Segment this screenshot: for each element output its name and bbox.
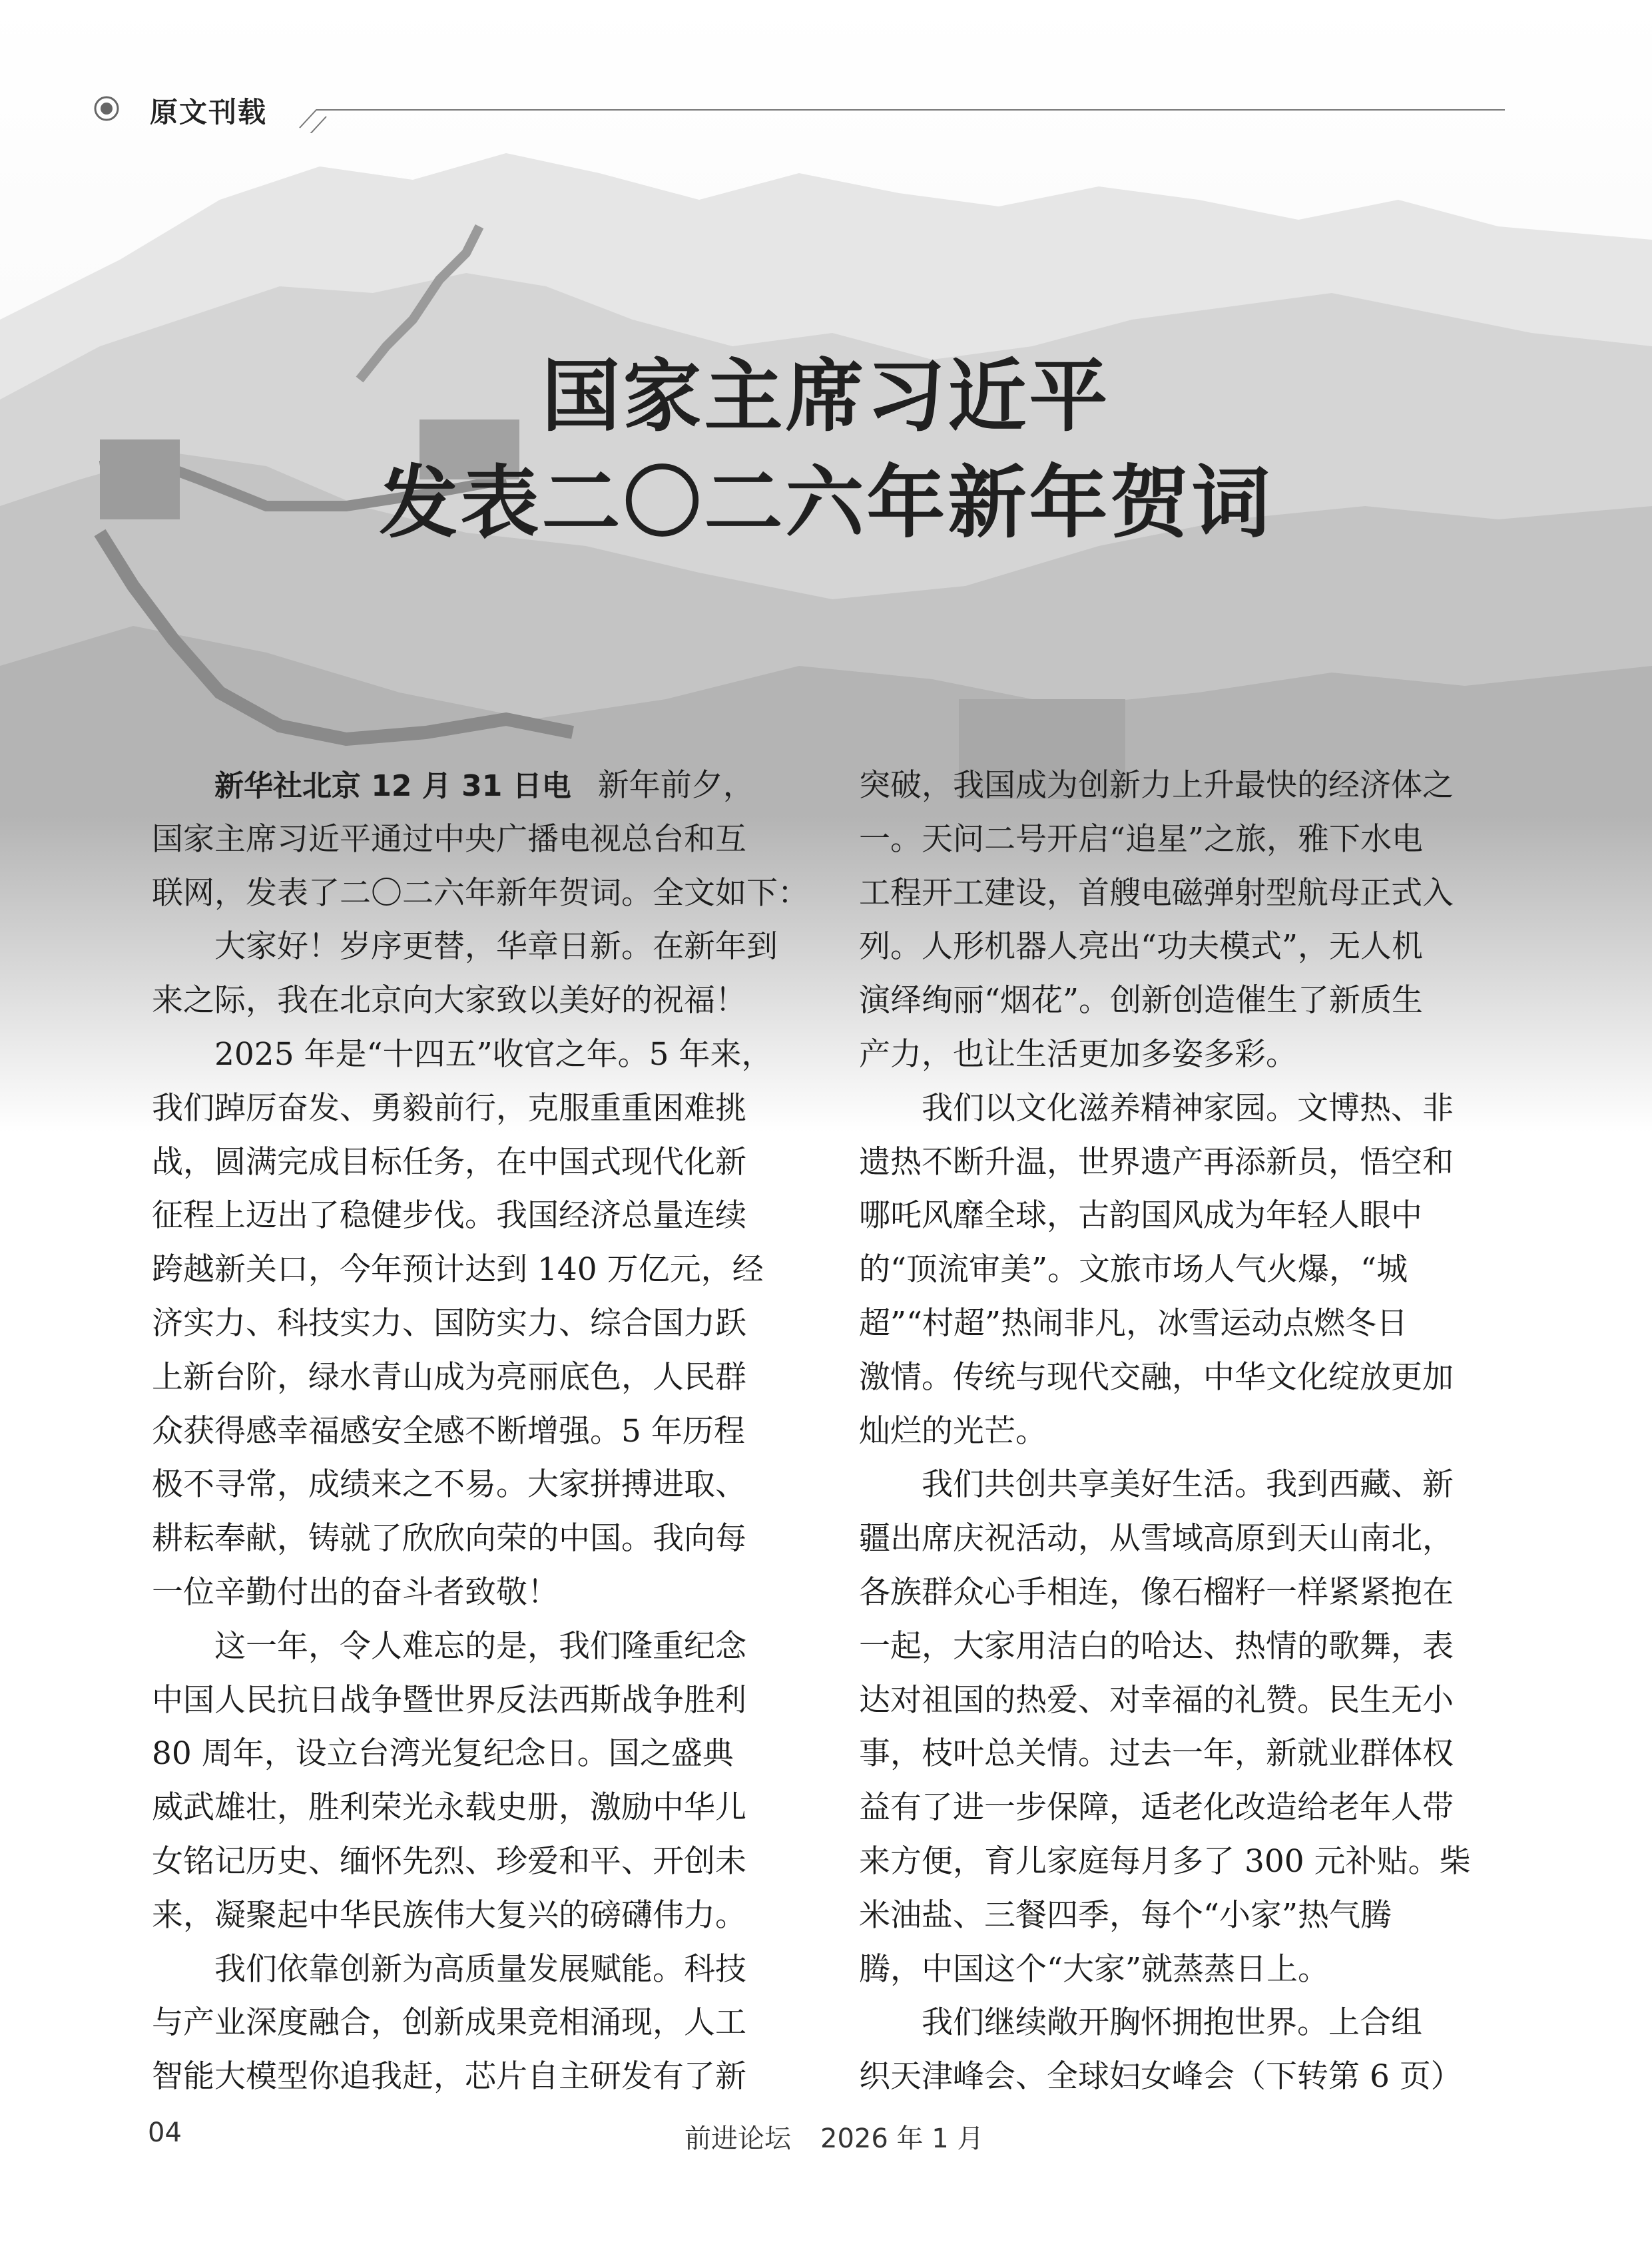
text-line: 超”“村超”热闹非凡，冰雪运动点燃冬日 [859,1304,1408,1342]
text-line: 我们共创共享美好生活。我到西藏、新 [922,1466,1454,1504]
text-line: 达对祖国的热爱、对幸福的礼赞。民生无小 [859,1681,1454,1719]
text-line: 80 周年，设立台湾光复纪念日。国之盛典 [152,1735,734,1773]
column-left [152,759,818,2104]
text-line: 女铭记历史、缅怀先烈、珍爱和平、开创未 [152,1842,746,1880]
text-line: 来，凝聚起中华民族伟大复兴的磅礴伟力。 [152,1896,746,1934]
text-line: 一位辛勤付出的奋斗者致敬！ [152,1573,559,1611]
text-line: 战，圆满完成目标任务，在中国式现代化新 [152,1143,746,1181]
magazine-name: 前进论坛 [685,2123,791,2154]
text-line: 大家好！岁序更替，华章日新。在新年到 [214,928,778,966]
issue-date: 2026 年 1 月 [820,2123,984,2154]
text-line: 产力，也让生活更加多姿多彩。 [859,1035,1297,1073]
text-line: 威武雄壮，胜利荣光永载史册，激励中华儿 [152,1789,746,1826]
section-header [87,87,1505,133]
text-line: 灿烂的光芒。 [859,1412,1047,1450]
text-line [152,759,818,813]
text-line: 联网，发表了二〇二六年新年贺词。全文如下： [152,874,809,912]
header-divider [87,87,1505,133]
text-line: 事，枝叶总关情。过去一年，新就业群体权 [859,1735,1454,1773]
article-title [0,343,1652,556]
text-line: 哪吒风靡全球，古韵国风成为年轻人眼中 [859,1197,1422,1235]
text-line: 我们继续敞开胸怀拥抱世界。上合组 [922,2004,1422,2042]
text-line: 米油盐、三餐四季，每个“小家”热气腾 [859,1896,1392,1934]
text-line: 跨越新关口，今年预计达到 140 万亿元，经 [152,1251,764,1288]
text-line: 这一年，令人难忘的是，我们隆重纪念 [214,1627,746,1665]
text-line: 我们踔厉奋发、勇毅前行，克服重重困难挑 [152,1089,746,1127]
text-line: 济实力、科技实力、国防实力、综合国力跃 [152,1304,746,1342]
text-line: 益有了进一步保障，适老化改造给老年人带 [859,1789,1454,1826]
text-line: 来方便，育儿家庭每月多了 300 元补贴。柴 [859,1842,1471,1880]
text-line: 极不寻常，成绩来之不易。大家拼搏进取、 [152,1466,746,1504]
section-label: 原文刊载 [150,96,268,129]
column-right [859,759,1525,2104]
text-line: 一起，大家用洁白的哈达、热情的歌舞，表 [859,1627,1454,1665]
text-line: 耕耘奉献，铸就了欣欣向荣的中国。我向每 [152,1520,746,1557]
title-line-1: 国家主席习近平 [541,350,1111,442]
text-line: 腾，中国这个“大家”就蒸蒸日上。 [859,1950,1330,1988]
text-line: 织天津峰会、全球妇女峰会（下转第 6 页） [859,2058,1462,2096]
text-line: 我们以文化滋养精神家园。文博热、非 [922,1089,1454,1127]
text-line: 2025 年是“十四五”收官之年。5 年来， [214,1035,773,1073]
text-line: 一。天问二号开启“追星”之旅，雅下水电 [859,820,1424,858]
text-line: 我们依靠创新为高质量发展赋能。科技 [214,1950,746,1988]
text-line: 与产业深度融合，创新成果竞相涌现，人工 [152,2004,746,2042]
text-line: 疆出席庆祝活动，从雪域高原到天山南北， [859,1520,1454,1557]
text-line: 各族群众心手相连，像石榴籽一样紧紧抱在 [859,1573,1454,1611]
dateline: 新华社北京 12 月 31 日电 [214,769,571,803]
text-line: 激情。传统与现代交融，中华文化绽放更加 [859,1358,1454,1396]
text-line: 众获得感幸福感安全感不断增强。5 年历程 [152,1412,745,1450]
text-line: 中国人民抗日战争暨世界反法西斯战争胜利 [152,1681,746,1719]
target-icon [93,95,120,122]
text-line: 来之际，我在北京向大家致以美好的祝福！ [152,982,746,1019]
text-line: 上新台阶，绿水青山成为亮丽底色，人民群 [152,1358,746,1396]
text-line: 智能大模型你追我赶，芯片自主研发有了新 [152,2058,746,2096]
text-line: 国家主席习近平通过中央广播电视总台和互 [152,820,746,858]
text-line: 征程上迈出了稳健步伐。我国经济总量连续 [152,1197,746,1235]
text-line: 列。人形机器人亮出“功夫模式”，无人机 [859,928,1424,966]
text-line-content: 新年前夕， [597,767,754,804]
text-line: 的“顶流审美”。文旅市场人气火爆，“城 [859,1251,1408,1288]
text-line: 工程开工建设，首艘电磁弹射型航母正式入 [859,874,1454,912]
text-line: 演绎绚丽“烟花”。创新创造催生了新质生 [859,982,1424,1019]
text-line: 遗热不断升温，世界遗产再添新员，悟空和 [859,1143,1454,1181]
text-line: 突破，我国成为创新力上升最快的经济体之 [859,767,1454,804]
page-number: 04 [148,2117,182,2148]
title-line-2: 发表二〇二六年新年贺词 [379,457,1273,549]
